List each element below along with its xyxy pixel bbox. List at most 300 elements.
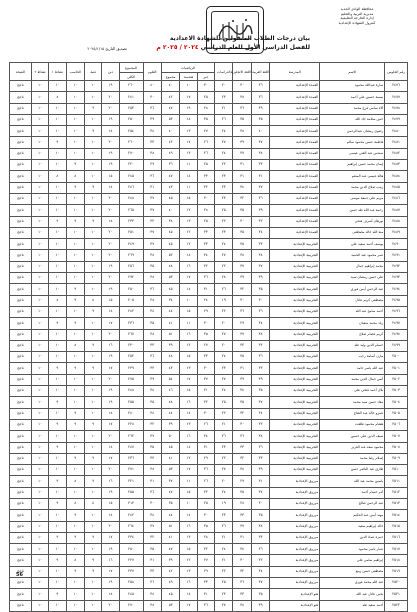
cell-social: ٢٤ [215,148,233,159]
cell-seat: ٢٤٨٧ [385,205,408,216]
cell-activity1: ١٠ [49,374,66,385]
cell-activity1: ٩ [49,532,66,543]
cell-total: ٢٤٥ [119,589,143,600]
cell-english: ٣٤ [233,544,251,555]
cell-religion: ١٥ [102,295,119,306]
cell-art: ١٠ [84,589,101,600]
cell-science: ٣٤ [143,126,161,137]
cell-english: ٣٥ [233,227,251,238]
header-art: فنية [84,63,101,81]
cell-activity1: ١٠ [49,340,66,351]
cell-english: ٣٢ [233,284,251,295]
cell-art: ١٠ [84,250,101,261]
cell-math-total: ٤٨ [161,352,179,363]
cell-art: ١٠ [84,148,101,159]
table-row [10,92,408,103]
cell-math-total: ٤٠ [161,205,179,216]
cell-religion: ١٧ [102,453,119,464]
cell-status: ناجح [10,137,32,148]
cell-english: ٣٣ [233,442,251,453]
cell-religion: ١٩ [102,160,119,171]
cell-art: ١٠ [84,227,101,238]
cell-activity2: ١٠ [31,126,48,137]
cell-algebra: ٢٦ [197,137,214,148]
cell-school: العمدة الإعدادية [270,182,320,193]
cell-art: ١٠ [84,318,101,329]
cell-activity2: ١٠ [31,532,48,543]
cell-arabic: ٣٥ [251,510,269,521]
cell-arabic: ٣٩ [251,374,269,385]
table-row [10,182,408,193]
cell-religion: ٢٠ [102,521,119,532]
cell-school: مرزوق الإعدادية [270,498,320,509]
cell-geometry: ١٦ [180,578,197,589]
cell-activity2: ١٠ [31,284,48,295]
cell-activity1: ١٠ [49,239,66,250]
cell-seat: ٢٥١٦ [385,532,408,543]
cell-school: العمدة الإعدادية [270,148,320,159]
cell-english: ٣٧ [233,521,251,532]
cell-activity2: ١٠ [31,81,48,92]
table-row [10,431,408,442]
cell-religion: ١٥ [102,171,119,182]
cell-school: التجريبية الإعدادية [270,273,320,284]
cell-name: إبراهيم سامي علي [320,555,385,566]
cell-religion: ٢٠ [102,250,119,261]
cell-status: ناجح [10,374,32,385]
cell-school: التجريبية الإعدادية [270,453,320,464]
cell-social: ٢٥ [215,578,233,589]
cell-computer: ١٠ [66,386,84,397]
cell-math-total: ٤٢ [161,566,179,577]
cell-arabic: ٣٧ [251,578,269,589]
cell-art: ١٠ [84,284,101,295]
cell-arabic: ٣٣ [251,160,269,171]
cell-computer: ٩ [66,532,84,543]
cell-computer: ١٠ [66,374,84,385]
cell-art: ١٠ [84,408,101,419]
cell-english: ٣٠ [233,216,251,227]
cell-total: ٢٥٣ [119,103,143,114]
cell-activity1: ١٠ [49,306,66,317]
cell-algebra: ٣٢ [197,544,214,555]
cell-math-total: ٤٠ [161,81,179,92]
cell-algebra: ٣٥ [197,521,214,532]
cell-status: ناجح [10,453,32,464]
cell-social: ٢٤ [215,126,233,137]
cell-name: كريم عصام صلاح [320,329,385,340]
cell-science: ٣٨ [143,329,161,340]
cell-total: ٢٠٥ [119,295,143,306]
cell-algebra: ٣٢ [197,487,214,498]
cell-religion: ١٧ [102,363,119,374]
cell-english: ٣١ [233,363,251,374]
cell-geometry: ١٨ [180,250,197,261]
cell-total: ٢٧١ [119,465,143,476]
cell-religion: ٢٠ [102,600,119,611]
cell-religion: ١٩ [102,114,119,125]
cell-computer: ١٠ [66,397,84,408]
cell-arabic: ٣٩ [251,273,269,284]
cell-activity1: ١٠ [49,182,66,193]
cell-status: ناجح [10,442,32,453]
cell-computer: ٨ [66,498,84,509]
cell-science: ٣٧ [143,521,161,532]
cell-school: مرزوق الإعدادية [270,510,320,521]
cell-activity1: ١٠ [49,103,66,114]
cell-activity2: ١٠ [31,205,48,216]
table-row [10,114,408,125]
cell-algebra: ٣٠ [197,81,214,92]
cell-social: ٢٤ [215,239,233,250]
cell-algebra: ٢٨ [197,205,214,216]
cell-geometry: ١٦ [180,521,197,532]
cell-seat: ٢٥٠٩ [385,453,408,464]
cell-arabic: ٣٤ [251,318,269,329]
cell-algebra: ٣٣ [197,239,214,250]
cell-status: ناجح [10,193,32,204]
cell-arabic: ٣٨ [251,250,269,261]
cell-religion: ١٨ [102,306,119,317]
cell-activity1: ٩ [49,318,66,329]
cell-religion: ١٩ [102,261,119,272]
cell-computer: ١٠ [66,431,84,442]
cell-religion: ١٨ [102,442,119,453]
cell-total: ٢٥٠ [119,544,143,555]
cell-arabic: ٣٦ [251,92,269,103]
cell-english: ٣٦ [233,431,251,442]
cell-social: ٢٧ [215,374,233,385]
cell-computer: ٩ [66,216,84,227]
cell-seat: ٢٥٢١ [385,589,408,600]
cell-algebra: ٣٥ [197,114,214,125]
table-row [10,532,408,543]
cell-geometry: ١٠ [180,498,197,509]
cell-name: عمر محمود عبد الحميد [320,250,385,261]
cell-geometry: ١٦ [180,397,197,408]
table-row [10,261,408,272]
cell-total: ٢٥٠ [119,284,143,295]
cell-seat: ٢٤٩٧ [385,318,408,329]
cell-arabic: ٣١ [251,171,269,182]
table-row [10,340,408,351]
cell-school: التجريبية الإعدادية [270,408,320,419]
cell-art: ٩ [84,419,101,430]
cell-religion: ١٨ [102,182,119,193]
cell-religion: ٢٠ [102,227,119,238]
cell-social: ٢١ [215,419,233,430]
cell-science: ٤٠ [143,81,161,92]
cell-math-total: ٥٠ [161,431,179,442]
cell-activity2: ١٠ [31,216,48,227]
document-title [156,34,310,52]
cell-english: ٣٣ [233,510,251,521]
cell-school: هنو الإعدادية [270,589,320,600]
cell-algebra: ٣٢ [197,397,214,408]
cell-arabic: ٣٣ [251,363,269,374]
cell-seat: ٢٥١٨ [385,555,408,566]
cell-computer: ٩ [66,295,84,306]
cell-math-total: ٣٨ [161,216,179,227]
cell-algebra: ٣٦ [197,273,214,284]
cell-english: ٣٢ [233,193,251,204]
cell-social: ٢٣ [215,442,233,453]
cell-activity1: ٩ [49,442,66,453]
cell-algebra: ٢٩ [197,453,214,464]
cell-seat: ٢٥١٥ [385,521,408,532]
cell-science: ٣٣ [143,453,161,464]
cell-math-total: ٤٥ [161,284,179,295]
cell-religion: ١٥ [102,498,119,509]
cell-religion: ٢٠ [102,431,119,442]
cell-art: ١٠ [84,521,101,532]
cell-name: مهند أيمن عبد الحكيم [320,510,385,521]
cell-school: التجريبية الإعدادية [270,318,320,329]
cell-art: ١٠ [84,397,101,408]
cell-activity2: ١٠ [31,318,48,329]
cell-activity2: ١٠ [31,92,48,103]
cell-geometry: ١٣ [180,216,197,227]
cell-science: ٣٦ [143,352,161,363]
cell-social: ٢٣ [215,227,233,238]
cell-art: ١٠ [84,193,101,204]
ministry-header [311,7,403,25]
cell-status: ناجح [10,239,32,250]
cell-seat: ٢٤٧٦ [385,81,408,92]
cell-school: التجريبية الإعدادية [270,295,320,306]
cell-name: آلاء سامي فرج محمد [320,103,385,114]
cell-activity2: ١٠ [31,103,48,114]
cell-algebra: ٢٧ [197,340,214,351]
cell-school: التجريبية الإعدادية [270,431,320,442]
cell-math-total: ٤٣ [161,137,179,148]
cell-science: ٣٧ [143,227,161,238]
cell-english: ٣٠ [233,81,251,92]
cell-algebra: ٣٤ [197,250,214,261]
cell-total: ٢٣٤ [119,532,143,543]
cell-social: ٢٢ [215,160,233,171]
cell-art: ١٠ [84,273,101,284]
cell-status: ناجح [10,92,32,103]
cell-activity1: ١٠ [49,465,66,476]
cell-status: ناجح [10,273,32,284]
cell-computer: ٩ [66,318,84,329]
cell-social: ٢٣ [215,171,233,182]
cell-social: ٢٠ [215,318,233,329]
cell-activity2: ١٠ [31,374,48,385]
title-line-2-text: للفصل الدراسي الأول للعام الدراسي [200,44,310,51]
cell-seat: ٢٤٩١ [385,250,408,261]
cell-english: ٣٦ [233,306,251,317]
cell-status: ناجح [10,114,32,125]
cell-geometry: ١٤ [180,171,197,182]
cell-math-total: ٤٤ [161,408,179,419]
cell-seat: ٢٥٠٦ [385,419,408,430]
cell-school: العمدة الإعدادية [270,193,320,204]
cell-math-total: ٤١ [161,532,179,543]
cell-computer: ٩ [66,284,84,295]
cell-activity1: ١٠ [49,126,66,137]
cell-science: ٣٨ [143,148,161,159]
cell-math-total: ٤٧ [161,544,179,555]
page-number: 56 [16,572,23,578]
cell-computer: ١٠ [66,352,84,363]
cell-computer: ١٠ [66,205,84,216]
cell-algebra: ٣٣ [197,171,214,182]
cell-seat: ٢٥٠٥ [385,408,408,419]
cell-art: ١٠ [84,465,101,476]
cell-art: ١٠ [84,442,101,453]
cell-religion: ١٩ [102,148,119,159]
cell-activity1: ١٠ [49,521,66,532]
cell-computer: ٩ [66,160,84,171]
cell-computer: ١٠ [66,239,84,250]
cell-english: ٢٨ [233,498,251,509]
cell-english: ٣٨ [233,465,251,476]
cell-geometry: ١٥ [180,193,197,204]
cell-computer: ١٠ [66,137,84,148]
cell-algebra: ٣٧ [197,374,214,385]
cell-school: مرزوق الإعدادية [270,578,320,589]
cell-math-total: ٣٦ [161,160,179,171]
cell-school: العمدة الإعدادية [270,137,320,148]
cell-religion: ٢٠ [102,465,119,476]
cell-science: ٣٧ [143,193,161,204]
cell-school: العمدة الإعدادية [270,216,320,227]
cell-religion: ١٨ [102,216,119,227]
cell-religion: ١٧ [102,419,119,430]
cell-geometry: ١٥ [180,386,197,397]
cell-algebra: ٢٨ [197,103,214,114]
cell-name: عبد الرحمن صالح [320,498,385,509]
cell-religion: ١٩ [102,487,119,498]
cell-social: ٢٢ [215,306,233,317]
cell-social: ٢٠ [215,476,233,487]
cell-total: ٢٧٥ [119,374,143,385]
cell-total: ٢٥٦ [119,261,143,272]
cell-activity2: ١٠ [31,193,48,204]
header-social: الدراسات [215,63,233,81]
cell-science: ٣٨ [143,600,161,611]
cell-social: ٢١ [215,532,233,543]
cell-activity2: ١٠ [31,578,48,589]
cell-geometry: ١٧ [180,92,197,103]
cell-computer: ١٠ [66,273,84,284]
cell-name: محمود سعد عبد العزيز [320,442,385,453]
cell-social: ٢٨ [215,273,233,284]
cell-status: ناجح [10,329,32,340]
cell-activity2: ١٠ [31,566,48,577]
cell-science: ٢٨ [143,295,161,306]
cell-religion: ١٧ [102,566,119,577]
cell-science: ٣٨ [143,250,161,261]
cell-arabic: ٣٤ [251,227,269,238]
cell-total: ٢٦٥ [119,205,143,216]
cell-algebra: ٣٢ [197,261,214,272]
cell-total: ٢٤٢ [119,306,143,317]
cell-seat: ٢٤٩٨ [385,329,408,340]
cell-activity2: ١٠ [31,555,48,566]
cell-activity1: ١٠ [49,250,66,261]
cell-arabic: ٤٠ [251,126,269,137]
cell-activity2: ١٠ [31,171,48,182]
cell-math-total: ٤٥ [161,193,179,204]
cell-algebra: ٣٠ [197,193,214,204]
cell-activity2: ١٠ [31,498,48,509]
cell-english: ٣٧ [233,329,251,340]
cell-social: ٢٢ [215,408,233,419]
cell-arabic: ٣٧ [251,487,269,498]
ministry-line: كنترول الشهادة الإعدادية [338,20,376,25]
cell-religion: ١٩ [102,578,119,589]
date-line: تصديق التاريخ ٢٠٢٥/١/١٥ [87,46,127,51]
cell-school: العمدة الإعدادية [270,126,320,137]
cell-status: ناجح [10,386,32,397]
cell-name: حسام الدين وليد طه [320,340,385,351]
cell-math-total: ٥٣ [161,114,179,125]
cell-activity2: ١٠ [31,148,48,159]
cell-art: ٩ [84,216,101,227]
cell-seat: ٢٤٧٩ [385,114,408,125]
table-row [10,137,408,148]
cell-total: ٢٣٧ [119,566,143,577]
cell-art: ١٠ [84,114,101,125]
cell-religion: ٢٠ [102,193,119,204]
cell-name: علي حسن رمضان سيد [320,273,385,284]
cell-arabic: ٣٧ [251,182,269,193]
cell-status: ناجح [10,589,32,600]
cell-seat: ٢٥٢٢ [385,600,408,611]
cell-geometry: ١٢ [180,340,197,351]
header-activity2: نشاط ٢ [31,63,48,81]
cell-science: ٣٥ [143,318,161,329]
cell-arabic: ٣٨ [251,148,269,159]
cell-computer: ١٠ [66,81,84,92]
cell-religion: ١٩ [102,386,119,397]
cell-geometry: ١٣ [180,363,197,374]
cell-status: ناجح [10,498,32,509]
cell-status: ناجح [10,510,32,521]
cell-activity2: ١٠ [31,329,48,340]
header-status: النتيجة [10,63,32,81]
cell-algebra: ٣٣ [197,578,214,589]
cell-computer: ٩ [66,408,84,419]
cell-name: حنين سلامة جاد الله [320,114,385,125]
cell-science: ٣٩ [143,374,161,385]
table-row [10,600,408,611]
cell-name: عبد الرحمن أيمن فوزي [320,284,385,295]
cell-math-total: ٤٠ [161,126,179,137]
cell-geometry: ١١ [180,318,197,329]
cell-english: ٣٣ [233,340,251,351]
cell-art: ١٠ [84,329,101,340]
cell-art: ١٠ [84,137,101,148]
cell-science: ٣٧ [143,431,161,442]
cell-status: ناجح [10,261,32,272]
cell-seat: ٢٤٨٤ [385,171,408,182]
cell-social: ٢٦ [215,284,233,295]
cell-geometry: ١١ [180,476,197,487]
cell-status: ناجح [10,431,32,442]
cell-name: سندس عبد الغني عيسى [320,148,385,159]
cell-english: ٣٦ [233,103,251,114]
cell-computer: ١٠ [66,521,84,532]
cell-social: ٢٧ [215,465,233,476]
table-row [10,589,408,600]
cell-computer: ١٠ [66,465,84,476]
cell-algebra: ٣٣ [197,352,214,363]
cell-math-total: ٥١ [161,329,179,340]
